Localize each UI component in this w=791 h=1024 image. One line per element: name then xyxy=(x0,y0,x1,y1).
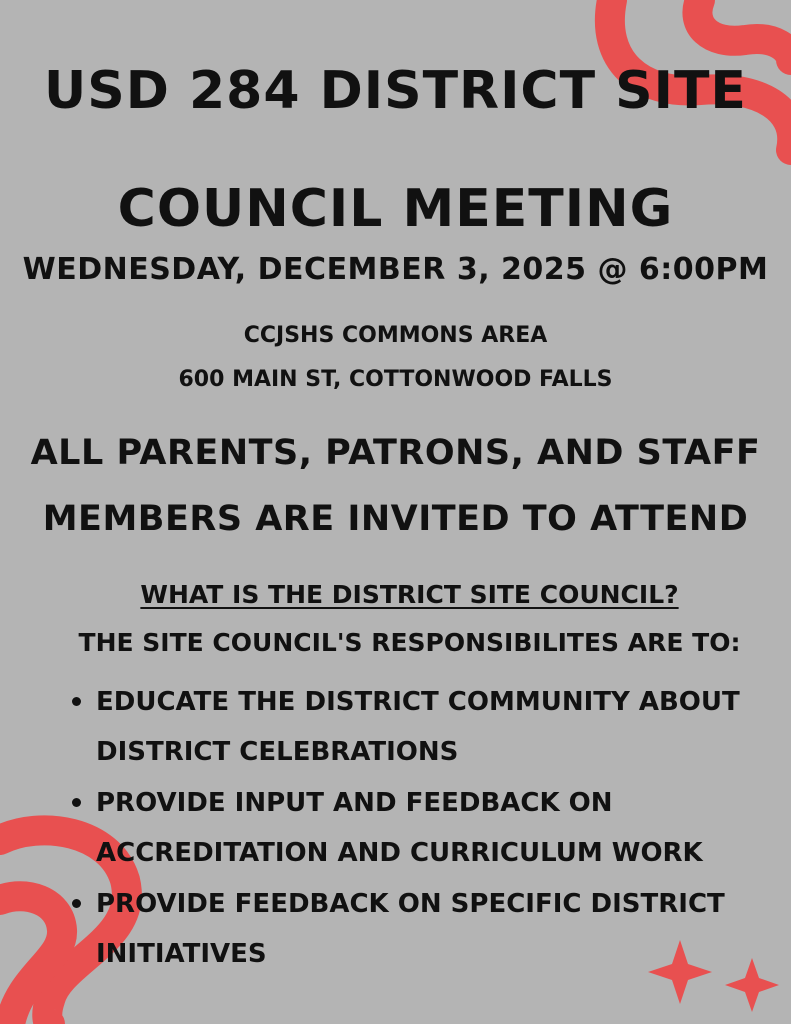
responsibilities-list xyxy=(60,676,786,979)
list-item-text: EDUCATE THE DISTRICT COMMUNITY ABOUT DISTRICT CELEBRATIONS xyxy=(96,687,740,767)
list-item xyxy=(96,878,786,979)
location-name: CCJSHS COMMONS AREA xyxy=(243,323,548,348)
location-address: 600 MAIN ST, COTTONWOOD FALLS xyxy=(178,367,613,392)
page-title-text: USD 284 DISTRICT SITE COUNCIL MEETING xyxy=(44,61,747,239)
responsibilities-intro: THE SITE COUNCIL'S RESPONSIBILITES ARE TO: xyxy=(78,628,741,657)
section-question: WHAT IS THE DISTRICT SITE COUNCIL? xyxy=(140,580,679,609)
list-item xyxy=(96,777,786,878)
page-title xyxy=(0,32,791,268)
list-item-text: PROVIDE INPUT AND FEEDBACK ON ACCREDITATION AND CURRICULUM WORK xyxy=(96,788,703,868)
invitation-line-1: ALL PARENTS, PATRONS, AND STAFF xyxy=(30,433,761,473)
list-item xyxy=(96,676,786,777)
meeting-datetime: WEDNESDAY, DECEMBER 3, 2025 @ 6:00PM xyxy=(22,252,769,287)
list-item-text: PROVIDE FEEDBACK ON SPECIFIC DISTRICT INITIATIVES xyxy=(96,889,725,969)
invitation-line-2: MEMBERS ARE INVITED TO ATTEND xyxy=(42,499,749,539)
bottom-left-squiggle-inner xyxy=(0,896,62,1024)
